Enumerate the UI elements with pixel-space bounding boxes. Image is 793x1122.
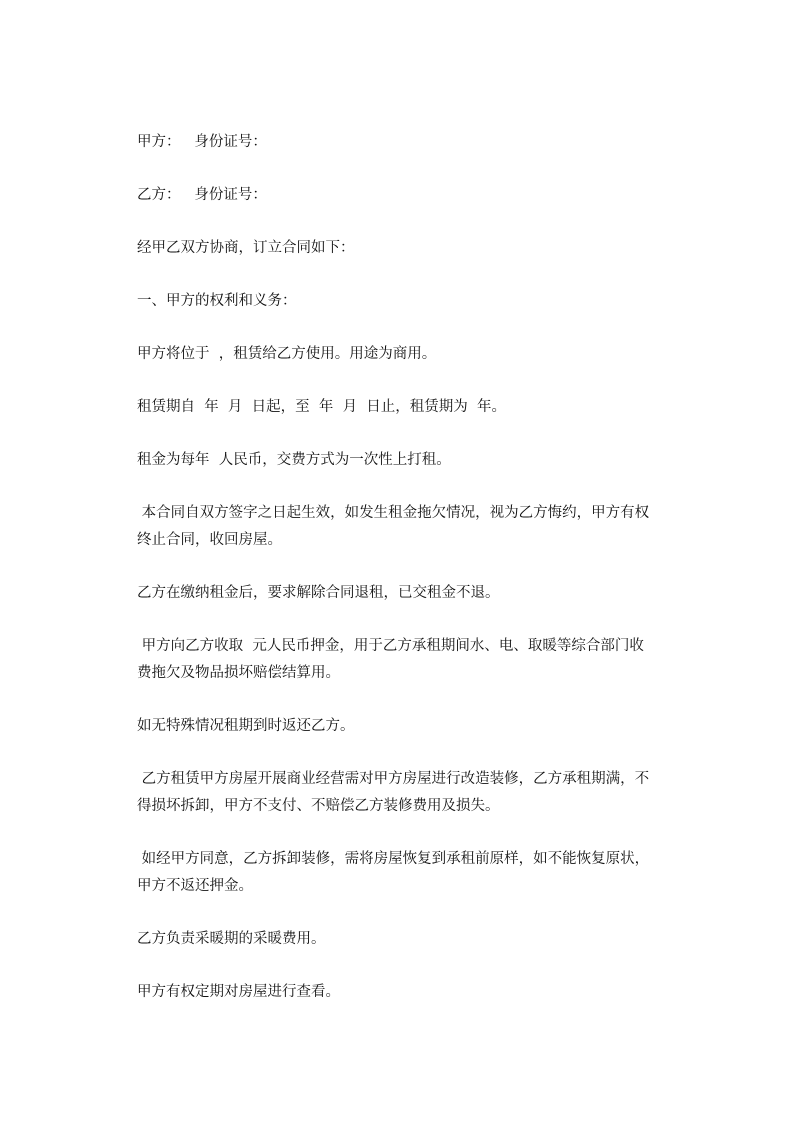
clause-deposit-return: 如无特殊情况租期到时返还乙方。 — [137, 718, 355, 734]
clause-heating: 乙方负责采暖期的采暖费用。 — [137, 931, 326, 947]
clause-inspection: 甲方有权定期对房屋进行查看。 — [137, 984, 340, 1000]
clause-renovation-line-1: 乙方租赁甲方房屋开展商业经营需对甲方房屋进行改造装修，乙方承租期满，不 — [137, 771, 650, 787]
party-a-line: 甲方： 身份证号： — [137, 134, 267, 150]
clause-deposit-line-1: 甲方向乙方收取 元人民币押金，用于乙方承租期间水、电、取暖等综合部门收 — [137, 638, 644, 654]
clause-restore-line-2: 甲方不返还押金。 — [137, 878, 253, 894]
clause-restore-line-1: 如经甲方同意，乙方拆卸装修，需将房屋恢复到承租前原样，如不能恢复原状， — [137, 851, 650, 867]
clause-term: 租赁期自 年 月 日起，至 年 月 日止，租赁期为 年。 — [137, 399, 507, 415]
section-1-heading: 一、甲方的权利和义务： — [137, 293, 297, 309]
party-b-line: 乙方： 身份证号： — [137, 187, 267, 203]
clause-deposit-line-2: 费拖欠及物品损坏赔偿结算用。 — [137, 665, 340, 681]
clause-no-refund: 乙方在缴纳租金后，要求解除合同退租，已交租金不退。 — [137, 585, 500, 601]
clause-rent: 租金为每年 人民币，交费方式为一次性上打租。 — [137, 452, 451, 468]
clause-effective-line-2: 终止合同，收回房屋。 — [137, 532, 282, 548]
clause-renovation-line-2: 得损坏拆卸，甲方不支付、不赔偿乙方装修费用及损失。 — [137, 798, 500, 814]
intro-line: 经甲乙双方协商，订立合同如下： — [137, 240, 355, 256]
clause-location: 甲方将位于 ，租赁给乙方使用。用途为商用。 — [137, 346, 437, 362]
clause-effective-line-1: 本合同自双方签字之日起生效，如发生租金拖欠情况，视为乙方悔约，甲方有权 — [137, 505, 650, 521]
